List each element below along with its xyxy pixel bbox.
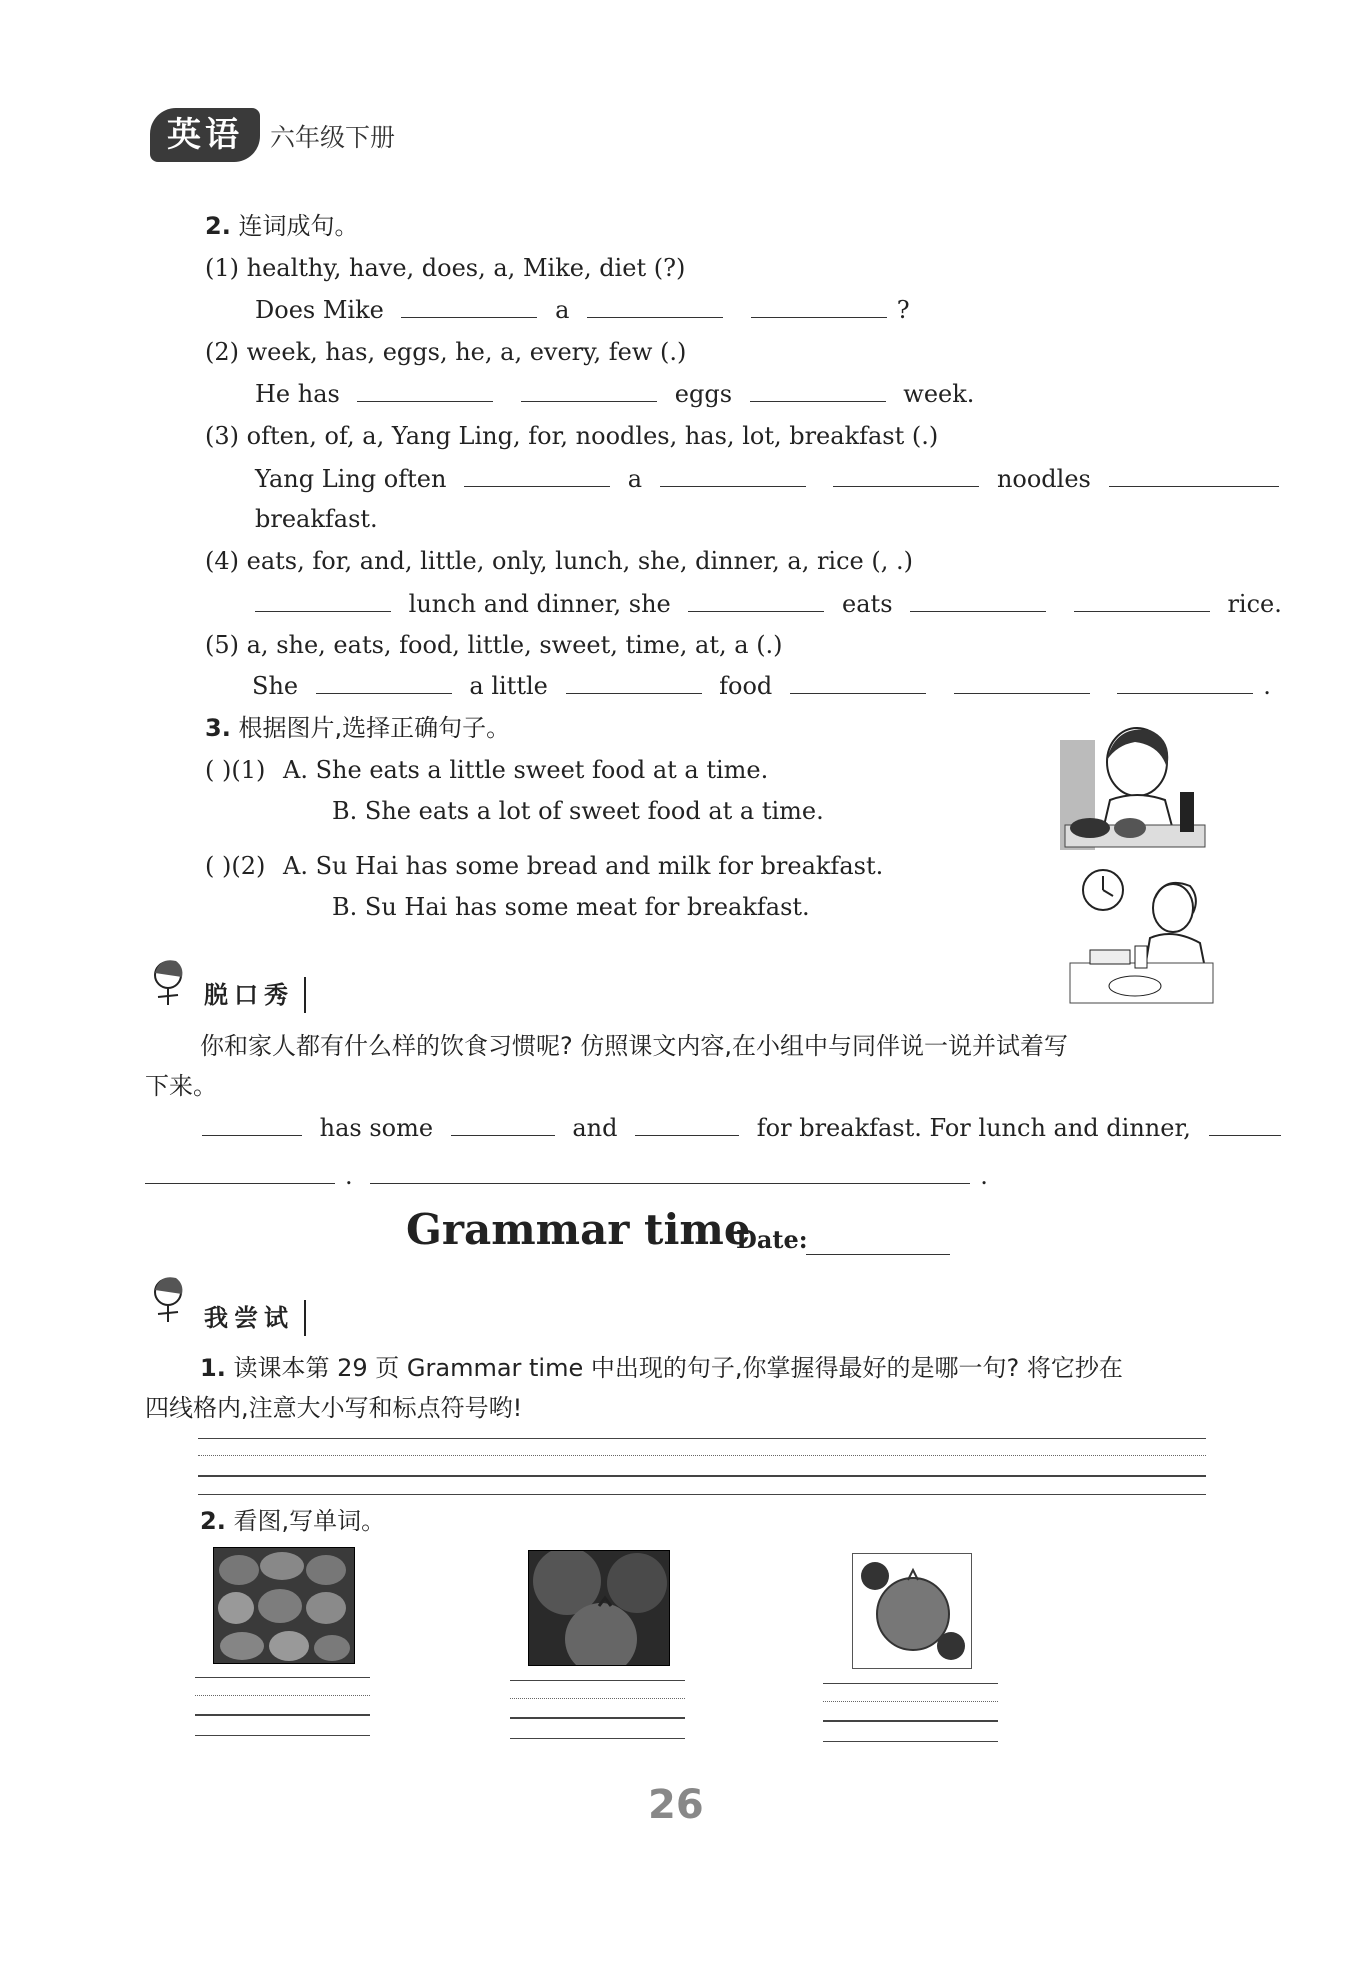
- ex2-title: 2. 连词成句。: [205, 212, 359, 240]
- plate-food: [1070, 818, 1110, 838]
- tomatoes-photo: [528, 1550, 670, 1666]
- mascot-girl-icon: [148, 955, 192, 1009]
- answer-blank[interactable]: [566, 671, 702, 694]
- answer-blank[interactable]: [451, 1113, 555, 1136]
- mascot-girl-icon: [148, 1272, 192, 1326]
- talk-instruction-line2: 下来。: [145, 1072, 217, 1100]
- answer-blank[interactable]: [587, 295, 723, 318]
- date-label: Date:: [736, 1225, 808, 1254]
- answer-blank[interactable]: [1209, 1113, 1281, 1136]
- potatoes-photo: [213, 1547, 355, 1664]
- cola-bottle: [1180, 792, 1194, 832]
- girl-eating-sweets-illustration: [1055, 720, 1215, 855]
- ex2-item2-prompt: (2) week, has, eggs, he, a, every, few (.): [205, 338, 687, 366]
- ex3-title: 3. 根据图片,选择正确句子。: [205, 714, 511, 742]
- pomegranate-photo: [852, 1553, 972, 1669]
- talk-show-badge: 脱口秀: [194, 977, 306, 1013]
- grade-label: 六年级下册: [270, 123, 396, 152]
- grammar-time-title: Grammar time: [406, 1205, 751, 1254]
- try-q1-line1: 1. 读课本第 29 页 Grammar time 中出现的句子,你掌握得最好的是哪一句? 将它抄在: [200, 1354, 1123, 1382]
- bread: [1090, 950, 1130, 964]
- answer-blank[interactable]: [635, 1113, 739, 1136]
- cake: [1114, 818, 1146, 838]
- answer-blank[interactable]: [521, 379, 657, 402]
- ex2-item5-prompt: (5) a, she, eats, food, little, sweet, time, at, a (.): [205, 631, 783, 659]
- ex2-item3-prompt: (3) often, of, a, Yang Ling, for, noodles, has, lot, breakfast (.): [205, 422, 939, 450]
- girl-breakfast-illustration: [1065, 868, 1215, 1008]
- answer-blank[interactable]: [316, 671, 452, 694]
- date-field[interactable]: [806, 1254, 950, 1255]
- ex2-item1-answer: Does Mike a ?: [255, 296, 910, 324]
- ex2-item5-answer: She a little food .: [252, 672, 1271, 700]
- ex2-item4-prompt: (4) eats, for, and, little, only, lunch, she, dinner, a, rice (, .): [205, 547, 913, 575]
- try-q1-line2: 四线格内,注意大小写和标点符号哟!: [145, 1394, 523, 1422]
- answer-blank[interactable]: [1074, 589, 1210, 612]
- ex3-q2-choice-b: B. Su Hai has some meat for breakfast.: [332, 893, 810, 921]
- answer-blank[interactable]: [145, 1161, 335, 1184]
- answer-blank[interactable]: [1117, 671, 1253, 694]
- answer-blank[interactable]: [1109, 464, 1279, 487]
- answer-blank[interactable]: [910, 589, 1046, 612]
- answer-paren[interactable]: ( )(2): [205, 852, 266, 880]
- answer-blank[interactable]: [357, 379, 493, 402]
- talk-instruction-line1: 你和家人都有什么样的饮食习惯呢? 仿照课文内容,在小组中与同伴说一说并试着写: [200, 1032, 1068, 1060]
- ex2-item3-answer-cont: breakfast.: [255, 505, 378, 533]
- answer-blank[interactable]: [401, 295, 537, 318]
- answer-blank[interactable]: [688, 589, 824, 612]
- talk-sentence: has some and for breakfast. For lunch and dinner,: [190, 1112, 1291, 1144]
- ex3-q1-choice-a: ( )(1) A. She eats a little sweet food at a time.: [205, 756, 769, 784]
- answer-blank[interactable]: [833, 464, 979, 487]
- ex2-item4-answer: lunch and dinner, she eats rice.: [245, 588, 1282, 620]
- page-number: 26: [648, 1782, 704, 1828]
- ex2-item2-answer: He has eggs week.: [255, 380, 975, 408]
- subject-logo: 英语: [150, 108, 260, 162]
- answer-blank[interactable]: [202, 1113, 302, 1136]
- answer-blank[interactable]: [750, 379, 886, 402]
- ex2-item1-prompt: (1) healthy, have, does, a, Mike, diet (?): [205, 254, 686, 282]
- try-it-badge: 我尝试: [194, 1300, 306, 1336]
- talk-sentence-cont: . .: [145, 1160, 988, 1192]
- answer-blank[interactable]: [790, 671, 926, 694]
- answer-blank[interactable]: [954, 671, 1090, 694]
- answer-blank[interactable]: [660, 464, 806, 487]
- answer-blank[interactable]: [751, 295, 887, 318]
- answer-blank[interactable]: [464, 464, 610, 487]
- answer-blank[interactable]: [370, 1161, 970, 1184]
- ex3-q1-choice-b: B. She eats a lot of sweet food at a time.: [332, 797, 824, 825]
- ex3-q2-choice-a: ( )(2) A. Su Hai has some bread and milk for breakfast.: [205, 852, 884, 880]
- ex2-item3-answer: Yang Ling often a noodles: [255, 463, 1289, 495]
- answer-paren[interactable]: ( )(1): [205, 756, 266, 784]
- answer-blank[interactable]: [255, 589, 391, 612]
- plate: [1109, 976, 1161, 996]
- try-q2-title: 2. 看图,写单词。: [200, 1507, 386, 1535]
- milk-cup: [1135, 946, 1147, 968]
